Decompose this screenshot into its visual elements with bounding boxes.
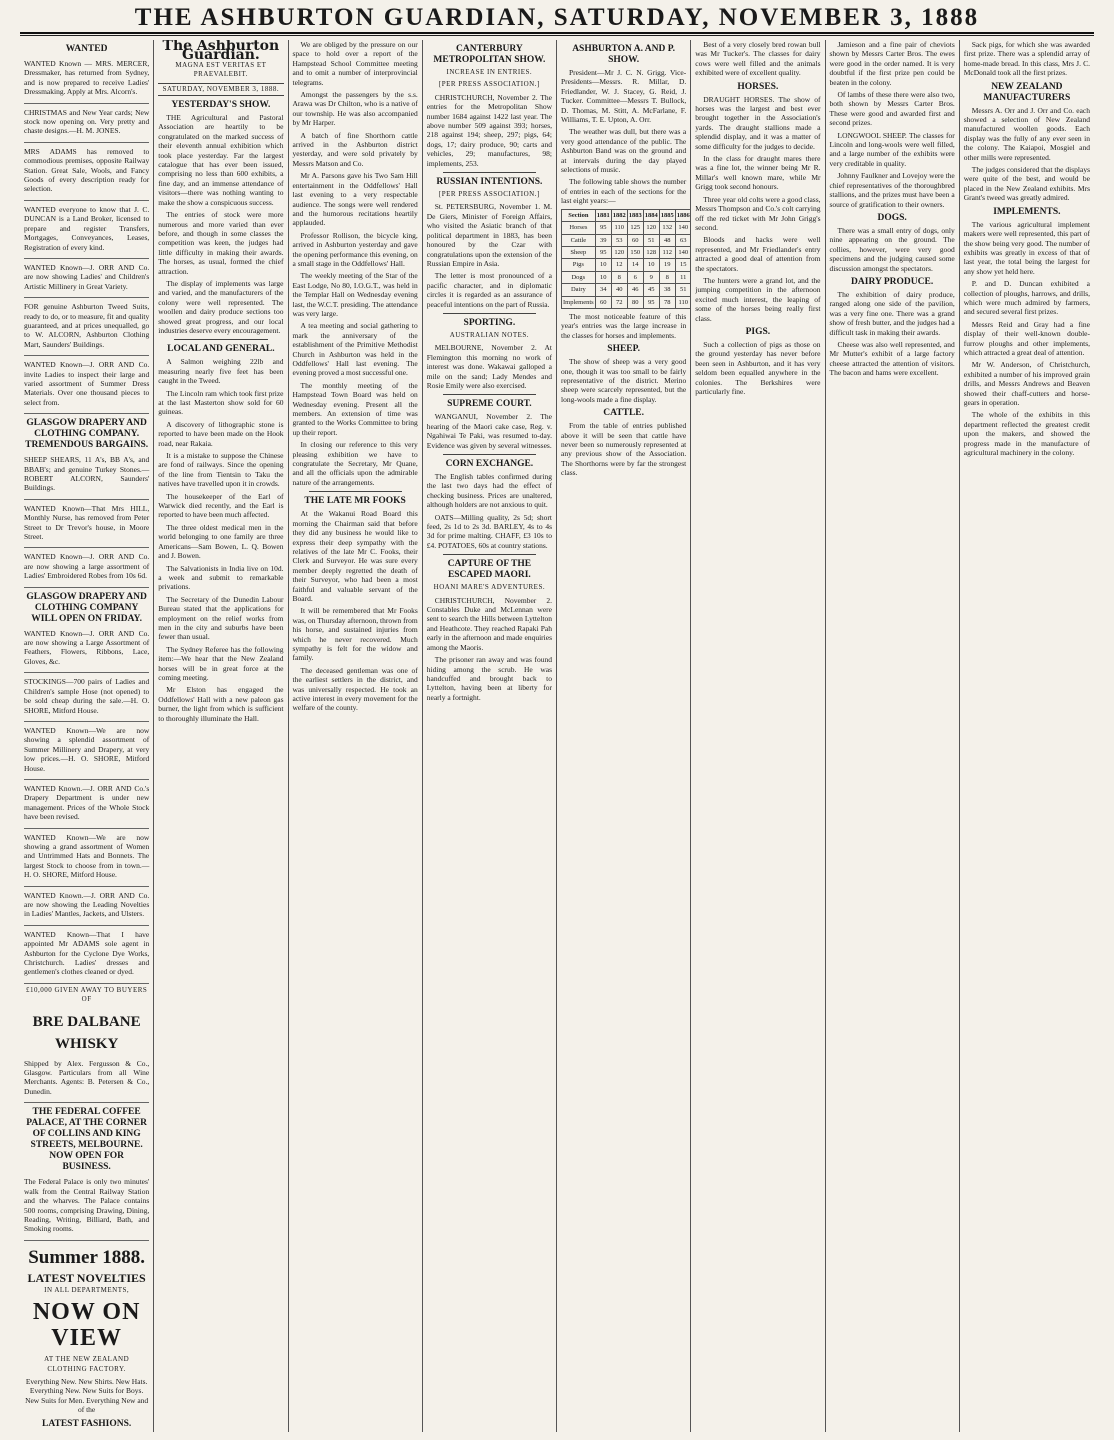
news-item: The Salvationists in India live on 10d. a week and submit to remarkable privations.: [158, 563, 284, 592]
news-item: We are obliged by the pressure on our space to hold over a report of the Hampstead School Committee meeting and to omit a number of interprovincial telegrams.: [292, 40, 418, 87]
ad-item: WANTED Known.—J. ORR AND Co. are now showing the Leading Novelties in Ladies' Mantles, Jackets, and Ulsters.: [24, 889, 149, 926]
coffee-palace-heading: THE FEDERAL COFFEE PALACE, AT THE CORNER OF COLLINS AND KING STREETS, MELBOURNE. NOW OPEN FOR BUSINESS.: [26, 1107, 147, 1173]
table-cell: 60: [627, 234, 643, 246]
article-paragraph: The English tables confirmed during the last two days had the effect of checking business. Prices are unaltered, although holders are not anxious to quit.: [426, 472, 552, 510]
article-paragraph: The exhibition of dairy produce, ranged along one side of the pavilion, was a very fine one. There was a grand show of fresh butter, and the judges had a difficult task in making their awards.: [829, 289, 955, 337]
table-cell: 51: [675, 284, 691, 296]
table-cell: 8: [659, 271, 675, 283]
article-paragraph: Three year old colts were a good class, Messrs Thompson and Co.'s colt carrying off the red ticket with Mr John Grigg's second.: [695, 194, 821, 232]
table-cell: Sheep: [562, 246, 596, 258]
table-header-cell: 1881: [595, 209, 611, 221]
cattle-heading: CATTLE.: [603, 408, 644, 419]
article-paragraph: St. PETERSBURG, November 1. M. De Giers, Minister of Foreign Affairs, who visited the Asiatic branch of that political department in 1883, has been honoured by the Czar with congratulations upon the extension of the Russian Empire in Asia.: [426, 202, 552, 268]
divider: [174, 339, 267, 340]
table-cell: Cattle: [562, 234, 596, 246]
ad-item: WANTED Known—J. ORR AND Co. invite Ladies to inspect their large and varied assortment of Summer Dress Materials. Over one thousand pieces to select from.: [24, 358, 149, 414]
section-subheading: HOANI MARE'S ADVENTURES.: [433, 583, 546, 592]
article-paragraph: It will be remembered that Mr Fooks was, on Thursday afternoon, thrown from his horse, and sustained injuries from which he never recovered. Much sympathy is felt for the widow and family.: [292, 606, 418, 663]
manufacturers-heading: NEW ZEALAND MANUFACTURERS: [983, 81, 1071, 103]
table-cell: 9: [643, 271, 659, 283]
table-row: [562, 259, 692, 271]
article-paragraph: P. and D. Duncan exhibited a collection of ploughs, harrows, and drills, which were much admired by farmers, and secured several first prizes.: [963, 279, 1090, 317]
ad-item: FOR genuine Ashburton Tweed Suits, ready to do, or to measure, fit and quality guaranteed, and at prices unequalled, go to W. ALCORN, Ashburton Clothing Mart, Saunders' Buildings.: [24, 300, 149, 356]
prize-line: £10,000 GIVEN AWAY TO BUYERS OF: [25, 985, 148, 1004]
supreme-court-heading: SUPREME COURT.: [447, 399, 532, 410]
news-item: The three oldest medical men in the world belonging to one family are three Americans—Sam Bowen, L. Q. Bowen and J. Bowen.: [158, 522, 284, 561]
article-paragraph: The most noticeable feature of this year's entries was the large increase in the classes for horses and implements.: [561, 311, 687, 340]
table-cell: 110: [675, 296, 691, 308]
news-item: A tea meeting and social gathering to mark the anniversary of the establishment of the Primitive Methodist Church in Ashburton was held in the Oddfellows' Hall last evening. The evening proved a most successful one.: [292, 321, 418, 378]
news-item: A Salmon weighing 22lb and measuring nearly five feet has been caught in the Tweed.: [158, 357, 284, 386]
divider: [443, 454, 536, 455]
table-cell: 15: [675, 259, 691, 271]
article-paragraph: MELBOURNE, November 2. At Flemington this morning no work of interest was done. Wakawai galloped a mile on the sand; Lady Mendes and Rosie Emily were also exercised.: [426, 343, 552, 390]
article-paragraph: The deceased gentleman was one of the earliest settlers in the district, and was universally respected. He took an active interest in every movement for the welfare of the county.: [292, 665, 418, 713]
article-paragraph: CHRISTCHURCH, November 2. The entries for the Metropolitan Show number 1684 against 1422 last year. The above number 509 against 393; horses, 218 against 194; sheep, 297; pigs, 64; dogs, 17; dairy produce, 90; carts and vehicles, 29; manufactures, 98; implements, 253.: [426, 92, 552, 168]
ad-item: WANTED Known—J. ORR AND Co. are now showing a Large Assortment of Feathers, Flowers, Ribbons, Lace, Gloves, &c.: [24, 627, 149, 674]
divider: [443, 554, 536, 555]
section-subheading: AUSTRALIAN NOTES.: [449, 330, 530, 339]
ad-item: WANTED Known—J. ORR AND Co. are now showing a large assortment of Ladies' Embroidered Robes from 10s 6d.: [24, 550, 149, 587]
at-factory: AT THE NEW ZEALAND CLOTHING FACTORY.: [44, 1355, 130, 1373]
dogs-heading: DOGS.: [877, 212, 907, 223]
glasgow-heading-2: GLASGOW DRAPERY AND CLOTHING COMPANY WILL OPEN ON FRIDAY.: [26, 591, 147, 624]
news-item: The Sydney Referee has the following item:—We hear that the New Zealand horses will be in great force at the coming meeting.: [158, 644, 284, 682]
metropolitan-show-heading: CANTERBURY METROPOLITAN SHOW.: [433, 44, 546, 65]
table-cell: 128: [643, 246, 659, 258]
ad-item: WANTED everyone to know that J. C. DUNCAN is a Land Broker, licensed to prepare and register Transfers, Mortgages, Conveyances, Leases, Registration of every kind.: [24, 203, 149, 259]
article-paragraph: The entries of stock were more numerous and more varied than ever before, and though in some classes the competition was keen, the judges had little difficulty in making their awards. The horses, as usual, formed the chief attraction.: [158, 210, 284, 276]
news-item: Amongst the passengers by the s.s. Arawa was Dr Chilton, who is a native of our township. He was also accompanied by Mr Harper.: [292, 90, 418, 128]
article-paragraph: DRAUGHT HORSES. The show of horses was the largest and best ever brought together in the Association's yards. The draught stallions made a splendid display, and it was a matter of some difficulty for the judges to decide.: [695, 94, 821, 151]
table-cell: 63: [675, 234, 691, 246]
in-all-departments: IN ALL DEPARTMENTS,: [44, 1285, 130, 1294]
table-header-cell: 1884: [643, 209, 659, 221]
table-cell: 34: [595, 284, 611, 296]
issue-date: SATURDAY, NOVEMBER 3, 1888.: [158, 83, 283, 96]
article-paragraph: Of lambs of these there were also two, both shown by Messrs Carter Bros. These were good and awarded first and second prizes.: [829, 90, 955, 128]
glasgow-heading: GLASGOW DRAPERY AND CLOTHING COMPANY. TREMENDOUS BARGAINS.: [25, 418, 149, 451]
table-cell: 6: [627, 271, 643, 283]
article-paragraph: The show of sheep was a very good one, though it was too small to be fairly representative of the district. Merino sheep were scarcely represented, but the long-wools made a fine display.: [561, 357, 687, 404]
table-cell: 78: [659, 296, 675, 308]
divider: [443, 172, 536, 173]
everything-new: Everything New. New Shirts. New Hats. Everything New. New Suits for Boys. New Suits for Men. Everything New and of the: [25, 1376, 149, 1415]
table-cell: 19: [659, 259, 675, 271]
summer-heading: Summer 1888.: [28, 1246, 146, 1268]
pigs-heading: PIGS.: [745, 326, 771, 337]
article-paragraph: The prisoner ran away and was found hiding among the scrub. He was handcuffed and brought back to Lyttelton, having been at liberty for nearly a fortnight.: [426, 655, 552, 702]
table-header-cell: 1882: [611, 209, 627, 221]
ad-item: SHEEP SHEARS, 11 A's, BB A's, and BBAB's; and genuine Turkey Stones.—ROBERT ALCORN, Saunders' Buildings.: [24, 453, 149, 500]
divider: [443, 394, 536, 395]
table-cell: 11: [675, 271, 691, 283]
article-paragraph: In the class for draught mares there was a fine lot, the winner being Mr R. Millar's well known mare, while Mr Grigg took second honours.: [695, 154, 821, 192]
wanted-heading: WANTED: [65, 44, 108, 54]
sheep-heading: SHEEP.: [607, 344, 640, 355]
column-5: [557, 40, 691, 1432]
column-ads: [20, 40, 154, 1432]
divider: [443, 313, 536, 314]
news-item: The Secretary of the Dunedin Labour Bureau stated that the applications for employment on the relief works from men in the city and suburbs have been fewer than usual.: [158, 594, 284, 642]
table-cell: 132: [659, 222, 675, 234]
article-paragraph: There was a small entry of dogs, only nine appearing on the ground. The collies, however, were very good specimens and the judging caused some discussion amongst the spectators.: [829, 225, 955, 273]
article-paragraph: From the table of entries published above it will be seen that cattle have never been so numerously represented at any previous show of the Association. The Shorthorns were by far the strongest class.: [561, 421, 687, 478]
paper-title: The Ashburton Guardian.: [162, 40, 280, 64]
article-paragraph: Sack pigs, for which she was awarded first prize. There was a splendid array of home-made bread. In this class, Mrs J. C. McDonald took all the first prizes.: [963, 40, 1090, 78]
article-paragraph: Jamieson and a fine pair of cheviots shown by Messrs Carter Bros. The ewes were good in the order named. It is very doubtful if the first prize pen could be beaten in the colony.: [829, 40, 955, 87]
latest-novelties: LATEST NOVELTIES: [27, 1270, 146, 1285]
article-paragraph: THE Agricultural and Pastoral Association are heartily to be congratulated on the marked success of their eleventh annual exhibition which took place yesterday. Far the largest catalogue that has ever been issued, comprising no less than 600 exhibits, a fine day, and an immense attendance of visitors—there was nothing wanting to make the show a conspicuous success.: [158, 113, 284, 207]
article-paragraph: OATS—Milling quality, 2s 5d; short feed, 2s 1d to 2s 3d. BARLEY, 4s to 4s 3d for prime malting. CHAFF, £3 10s to £4. POTATOES, 60s at country stations.: [426, 512, 552, 550]
table-row: [562, 222, 692, 234]
table-cell: 10: [643, 259, 659, 271]
article-paragraph: The following table shows the number of entries in each of the sections for the last eight years:—: [561, 177, 687, 206]
news-item: Mr A. Parsons gave his Two Sam Hill entertainment in the Oddfellows' Hall last evening to a very respectable audience. The songs were well rendered and the humorous recitations heartily applauded.: [292, 171, 418, 228]
article-paragraph: The hunters were a grand lot, and the jumping competition in the afternoon excited much interest, the leaping of some of the horses being really first class.: [695, 275, 821, 323]
news-item: The Lincoln ram which took first prize at the last Masterton show sold for 60 guineas.: [158, 388, 284, 417]
table-cell: 53: [611, 234, 627, 246]
column-8: [960, 40, 1094, 1432]
article-paragraph: Messrs Reid and Gray had a fine display of their well-known double-furrow ploughs and other implements, which attracted a great deal of attention.: [963, 319, 1090, 357]
table-cell: 120: [643, 222, 659, 234]
table-cell: 95: [643, 296, 659, 308]
dairy-produce-heading: DAIRY PRODUCE.: [851, 276, 934, 287]
table-cell: 45: [643, 284, 659, 296]
table-cell: Pigs: [562, 259, 596, 271]
ad-item: Shipped by Alex. Fergusson & Co., Glasgow. Particulars from all Wine Merchants. Agents: B. Petersen & Co., Dunedin.: [24, 1057, 149, 1104]
table-body: [562, 222, 692, 309]
table-cell: 10: [595, 259, 611, 271]
table-cell: 140: [675, 222, 691, 234]
article-paragraph: Messrs A. Orr and J. Orr and Co. each showed a selection of New Zealand manufactured woollen goods. Each display was the fully of any ever seen in the colony. The Kaiapoi, Mosgiel and other mills were represented.: [963, 105, 1090, 162]
column-7: [826, 40, 960, 1432]
column-4: [423, 40, 557, 1432]
latest-fashions: LATEST FASHIONS.: [42, 1418, 132, 1429]
ad-item: WANTED Known—We are now showing a grand assortment of Women and Untrimmed Hats and Bonnets. The largest Stock to choose from in town.—H. O. SHORE, Mitford House.: [24, 831, 149, 887]
escaped-maori-heading: CAPTURE OF THE ESCAPED MAORI.: [447, 559, 532, 581]
table-cell: 46: [627, 284, 643, 296]
article-paragraph: Best of a very closely bred rowan bull was Mr Tucker's. The classes for dairy cows were well filled and the animals exhibited were of excellent quality.: [695, 40, 821, 78]
table-cell: 51: [643, 234, 659, 246]
table-cell: 72: [611, 296, 627, 308]
table-cell: 95: [595, 246, 611, 258]
article-paragraph: Bloods and hacks were well represented, and Mr Friedlander's entry attracted a good deal of attention from the spectators.: [695, 235, 821, 273]
masthead-rule: [20, 35, 1094, 36]
table-row: [562, 296, 692, 308]
table-cell: 95: [595, 222, 611, 234]
ad-item: WANTED Known — MRS. MERCER, Dressmaker, has returned from Sydney, and is now prepared to receive Ladies' Dressmaking. Apply at Mrs. Alcorn's.: [24, 57, 149, 104]
table-header-cell: Section: [562, 209, 596, 221]
ad-item: MRS ADAMS has removed to commodious premises, opposite Railway Station. Great Sale, Wools, and Fancy Goods of every description ready for selection.: [24, 145, 149, 201]
news-item: A batch of fine Shorthorn cattle arrived in the Ashburton district yesterday, and were sold privately by Messrs Matson and Co.: [292, 130, 418, 168]
local-general-heading: LOCAL AND GENERAL.: [167, 344, 275, 355]
table-cell: 125: [627, 222, 643, 234]
ad-item: CHRISTMAS and New Year cards; New stock now opening on. Very pretty and chaste designs.—H. M. JONES.: [24, 106, 149, 143]
article-paragraph: The letter is most pronounced of a pacific character, and in diplomatic circles it is regarded as an assurance of peaceful intentions on the part of Russia.: [426, 271, 552, 309]
table-cell: Dairy: [562, 284, 596, 296]
table-cell: 8: [611, 271, 627, 283]
table-cell: 150: [627, 246, 643, 258]
table-row: [562, 284, 692, 296]
table-cell: Dogs: [562, 271, 596, 283]
horses-heading: HORSES.: [737, 81, 779, 92]
article-paragraph: The various agricultural implement makers were well represented, this part of the show being very good. The number of exhibits was greatly in excess of that of last year, the total being the largest for any show yet held here.: [963, 219, 1090, 276]
now-on-view: NOW ON VIEW: [32, 1299, 141, 1352]
article-paragraph: The whole of the exhibits in this department reflected the greatest credit upon the makers, and showed the progress made in the manufacture of agricultural machinery in the colony.: [963, 410, 1090, 458]
news-item: In closing our reference to this very pleasing exhibition we have to congratulate the Secretary, Mr Quane, and all the officials upon the admirable nature of the arrangements.: [292, 440, 418, 487]
table-cell: 80: [627, 296, 643, 308]
table-cell: 14: [627, 259, 643, 271]
article-paragraph: LONGWOOL SHEEP. The classes for Lincoln and long-wools were well filled, and a large number of the exhibits were very creditable in quality.: [829, 130, 955, 168]
implements-heading: IMPLEMENTS.: [993, 206, 1061, 217]
article-paragraph: The display of implements was large and varied, and the manufacturers of the colony were well represented. The woollen and dairy produce sections too showed great progress, and our local industries deserve every encouragement.: [158, 278, 284, 335]
press-association-line: [PER PRESS ASSOCIATION.]: [438, 190, 540, 199]
corn-exchange-heading: CORN EXCHANGE.: [445, 459, 534, 469]
table-row: [562, 271, 692, 283]
table-cell: 120: [611, 246, 627, 258]
masthead: THE ASHBURTON GUARDIAN, SATURDAY, NOVEMBER 3, 1888: [20, 4, 1094, 34]
table-header-row: [562, 209, 692, 221]
ad-item: WANTED Known.—J. ORR AND Co.'s Drapery Department is under new management. Prices of the Whole Stock have been revised.: [24, 782, 149, 829]
paper-motto: MAGNA EST VERITAS ET PRAEVALEBIT.: [175, 60, 267, 79]
late-mr-fooks-heading: THE LATE MR FOOKS: [304, 496, 406, 507]
russian-intentions-heading: RUSSIAN INTENTIONS.: [436, 177, 543, 188]
column-editorial: [154, 40, 288, 1432]
ad-item: WANTED Known—That Mrs HILL, Monthly Nurse, has removed from Peter Street to Dr Trevor's house, in Moore Street.: [24, 502, 149, 549]
table-cell: 10: [595, 271, 611, 283]
column-3: [289, 40, 423, 1432]
table-cell: 48: [659, 234, 675, 246]
sporting-heading: SPORTING.: [463, 317, 516, 328]
ad-item: The Federal Palace is only two minutes' walk from the Central Railway Station and the wharves. The Palace contains 500 rooms, comprising Drawing, Dining, Reading, Writing, Billiard, Bath, and Smoking rooms.: [24, 1175, 149, 1240]
article-paragraph: Johnny Faulkner and Lovejoy were the chief representatives of the thoroughbred stallions, and the prizes must have been a source of gratification to their owners.: [829, 171, 955, 209]
yesterdays-show-heading: YESTERDAY'S SHOW.: [171, 100, 271, 111]
article-paragraph: Cheese was also well represented, and Mr Mutter's exhibit of a large factory cheese attracted the attention of visitors. The bacon and hams were excellent.: [829, 339, 955, 378]
ad-item: WANTED Known—We are now showing a splendid assortment of Summer Millinery and Drapery, at very low prices.—H. O. SHORE, Mitford House.: [24, 724, 149, 780]
news-item: The housekeeper of the Earl of Warwick died recently, and the Earl is reported to have been much affected.: [158, 491, 284, 520]
table-cell: 38: [659, 284, 675, 296]
news-item: Professor Rollison, the bicycle king, arrived in Ashburton yesterday and gave the opening performance this evening, on a small stage in the Oddfellows' Hall.: [292, 230, 418, 268]
table-cell: 110: [611, 222, 627, 234]
table-cell: 112: [659, 246, 675, 258]
press-association-line: [PER PRESS ASSOCIATION.]: [438, 80, 540, 89]
table-cell: 40: [611, 284, 627, 296]
table-cell: Horses: [562, 222, 596, 234]
section-subheading: INCREASE IN ENTRIES.: [446, 68, 533, 76]
news-item: A discovery of lithographic stone is reported to have been made on the Hook road, near Rakaia.: [158, 419, 284, 448]
article-paragraph: WANGANUI, November 2. The hearing of the Maori cake case, Reg. v. Ngahiwai Te Paki, was resumed to-day. Evidence was given by several witnesses.: [426, 412, 552, 450]
article-paragraph: The weather was dull, but there was a very good attendance of the public. The Ashburton Band was on the ground and at intervals during the day played selections of music.: [561, 127, 687, 175]
ashburton-show-heading: ASHBURTON A. AND P. SHOW.: [572, 44, 676, 65]
column-6: [691, 40, 825, 1432]
article-paragraph: President—Mr J. C. N. Grigg. Vice-Presidents—Messrs. R. Millar, D. Friedlander, W. J. Stacey, G. Reid, J. Tucker. Committee—Messrs T. Bullock, D. Thomas, M. Stitt, A. McFarlane, F. Williams, T. E. Upton, A. Orr.: [561, 68, 687, 125]
article-paragraph: Such a collection of pigs as those on the ground yesterday has never before been seen in Ashburton, and it has very seldom been equalled anywhere in the colonies. The Berkshires were particularly fine.: [695, 339, 821, 396]
article-paragraph: Mr W. Anderson, of Christchurch, exhibited a number of his improved grain drills, and Messrs Andrews and Beaven showed their chaff-cutters and horse-gears in operation.: [963, 360, 1090, 407]
news-item: It is a mistake to suppose the Chinese are fond of railways. Since the opening of the line from Tientsin to Taku the natives have travelled upon it in crowds.: [158, 451, 284, 489]
table-cell: Implements: [562, 296, 596, 308]
ad-item: WANTED Known—That I have appointed Mr ADAMS sole agent in Ashburton for the Cyclone Dye Works, Christchurch. Ladies' dresses and gentlemen's clothes cleaned or dyed.: [24, 928, 149, 984]
ad-item: WANTED Known—J. ORR AND Co. are now showing Ladies' and Children's Artistic Millinery in Great Variety.: [24, 261, 149, 298]
newspaper-columns: [20, 40, 1094, 1432]
table-cell: 140: [675, 246, 691, 258]
news-item: Mr Elston has engaged the Oddfellows' Hall with a new paleon gas burner, the light from which is sufficient to thoroughly illuminate the Hall.: [158, 685, 284, 723]
table-cell: 12: [611, 259, 627, 271]
table-row: [562, 234, 692, 246]
article-paragraph: CHRISTCHURCH, November 2. Constables Duke and McLennan were sent to search the Hills between Lyttelton and Heathcote. They reached Rapaki Pah early in the afternoon and made enquiries among the Maoris.: [426, 595, 552, 652]
news-item: The monthly meeting of the Hampstead Town Board was held on Wednesday evening. Present all the members. An extension of time was granted to the Works Committee to bring up their report.: [292, 380, 418, 437]
entries-table: [561, 209, 691, 309]
divider: [309, 491, 402, 492]
whisky-brand: BRE DALBANE WHISKY: [32, 1013, 141, 1052]
table-cell: 60: [595, 296, 611, 308]
ad-item: STOCKINGS—700 pairs of Ladies and Children's sample Hose (not opened) to be sold cheap during the sale.—H. O. SHORE, Mitford House.: [24, 675, 149, 722]
table-header-cell: 1886: [675, 209, 691, 221]
news-item: The weekly meeting of the Star of the East Lodge, No 80, I.O.G.T., was held in the Templar Hall on Wednesday evening last, the W.C.T. presiding. The attendance was very large.: [292, 271, 418, 318]
table-header-cell: 1885: [659, 209, 675, 221]
article-paragraph: At the Wakanui Road Board this morning the Chairman said that before they did any business he would like to express their deep sympathy with the relatives of the late Mr C. Fooks, their Clerk and Surveyor. He was sure every member deeply regretted the death of their Surveyor, who had been a most faithful and valuable servant of the Board.: [292, 509, 418, 603]
table-row: [562, 246, 692, 258]
table-header-cell: 1883: [627, 209, 643, 221]
table-cell: 39: [595, 234, 611, 246]
article-paragraph: The judges considered that the displays were quite of the best, and would be placed in the New Zealand exhibits. Mrs Grant's tweed was greatly admired.: [963, 165, 1090, 203]
